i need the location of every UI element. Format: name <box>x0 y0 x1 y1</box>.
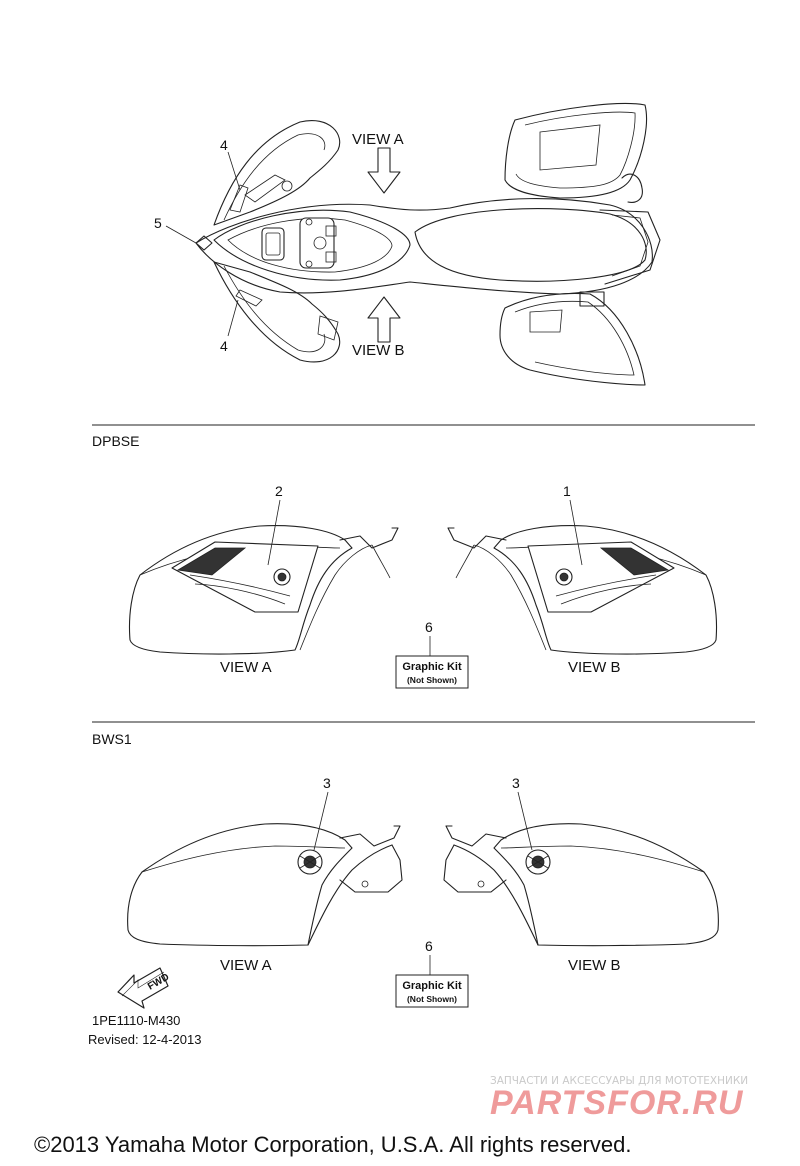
top-view-a-label: VIEW A <box>352 131 404 148</box>
revised-date: Revised: 12-4-2013 <box>88 1032 202 1047</box>
watermark-brand: PARTSFOR.RU <box>490 1084 744 1122</box>
atv-top-view <box>154 103 660 385</box>
callout-1: 1 <box>563 483 571 499</box>
callout-5: 5 <box>154 215 162 231</box>
bws1-view-a-label: VIEW A <box>220 957 272 974</box>
fwd-arrow-icon <box>118 968 171 1008</box>
callout-2: 2 <box>275 483 283 499</box>
section-code-dpbse: DPBSE <box>92 433 140 449</box>
callout-6-dpbse: 6 <box>425 619 433 635</box>
graphic-kit-subtitle-bws1: (Not Shown) <box>406 994 458 1004</box>
fwd-label: FWD <box>146 971 172 993</box>
dpbse-view-b-label: VIEW B <box>568 659 621 676</box>
section-bws1 <box>92 722 755 1007</box>
top-view-b-label: VIEW B <box>352 342 405 359</box>
callout-4-lower: 4 <box>220 338 228 354</box>
graphic-kit-subtitle-dpbse: (Not Shown) <box>406 675 458 685</box>
graphic-kit-title-dpbse: Graphic Kit <box>402 661 462 673</box>
bws1-view-b-label: VIEW B <box>568 957 621 974</box>
dpbse-view-a-label: VIEW A <box>220 659 272 676</box>
copyright: ©2013 Yamaha Motor Corporation, U.S.A. All rights reserved. <box>34 1132 632 1157</box>
callout-4-upper: 4 <box>220 137 228 153</box>
part-code: 1PE1110-M430 <box>92 1013 181 1028</box>
callout-3-right: 3 <box>512 775 520 791</box>
callout-3-left: 3 <box>323 775 331 791</box>
graphic-kit-title-bws1: Graphic Kit <box>402 980 462 992</box>
section-dpbse <box>92 425 755 688</box>
section-code-bws1: BWS1 <box>92 731 132 747</box>
watermark-tagline: ЗАПЧАСТИ И АКСЕССУАРЫ ДЛЯ МОТОТЕХНИКИ <box>490 1075 749 1087</box>
callout-6-bws1: 6 <box>425 938 433 954</box>
